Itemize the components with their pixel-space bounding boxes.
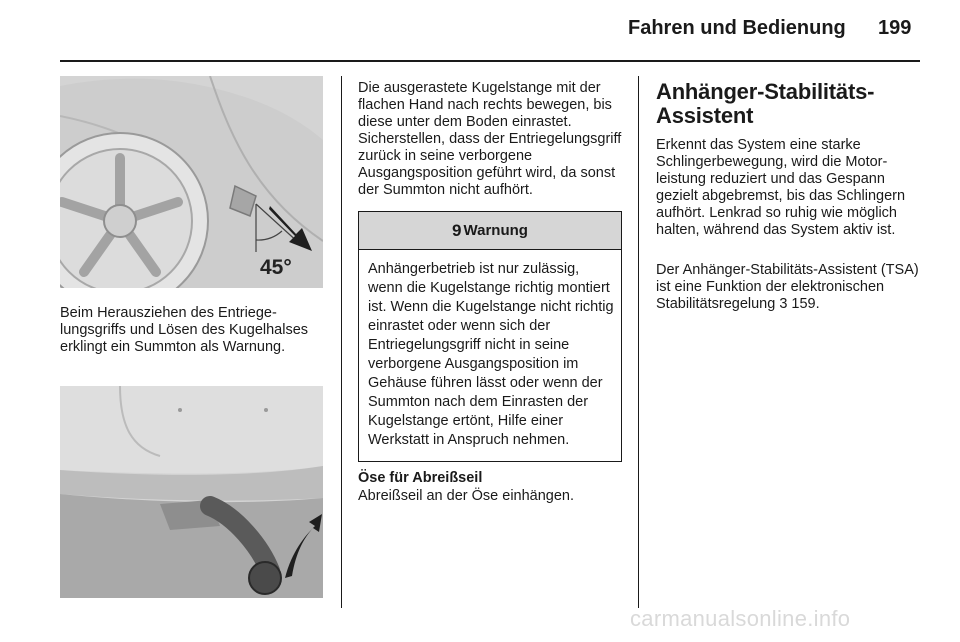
ball-bar-illustration — [60, 386, 323, 598]
column2-paragraph-2: Abreißseil an der Öse einhängen. — [358, 488, 575, 504]
column-divider — [638, 76, 639, 608]
subheading-tow-eye: Öse für Abreißseil — [358, 470, 483, 486]
section-heading-tsa: Anhänger-Stabilitäts-Assistent — [656, 79, 875, 128]
column2-paragraph-1: Die ausgerastete Kugelstange mit der flachen Hand nach rechts bewegen, bis diese unter dem Boden einrastet. Sicherstellen, dass der Entriegelungsgriff zurück in seine verborgene Ausgangsposition geführt wird, da sonst der Summton nicht aufhört. — [358, 80, 622, 198]
header-rule — [60, 60, 920, 62]
warning-text: Anhängerbetrieb ist nur zulässig, wenn die Kugelstange richtig montiert ist. Wenn die Kugelstange nicht richtig einrastet oder wenn sich der Entriegelungsgriff nicht in seine verborgene Ausgangsposition im Gehäuse führen lässt oder wenn der Summton nach dem Einrasten der Kugelstange ertönt, Hilfe einer Werkstatt in Anspruch nehmen. — [368, 261, 614, 448]
warning-header — [359, 212, 621, 250]
column1-paragraph: Beim Herausziehen des Entriegelungsgriffs und Lösen des Kugelhalses erklingt ein Summton als Warnung. — [60, 305, 309, 355]
warning-box — [358, 211, 622, 462]
column3-paragraph-2: Der Anhänger-Stabilitäts-Assistent (TSA) ist eine Funktion der elektronischen Stabilitätsregelung 3 159. — [656, 262, 919, 312]
running-header-title: Fahren und Bedienung — [628, 17, 846, 39]
warning-title: Warnung — [463, 222, 528, 239]
column3-paragraph-1: Erkennt das System eine starke Schlingerbewegung, wird die Motorleistung reduziert und das Gespann gezielt abgebremst, bis das Schlingern aufhört. Lenkrad so ruhig wie möglich halten, während das System aktiv ist. — [656, 137, 906, 238]
figure-release-handle — [60, 76, 323, 288]
figure-ball-bar — [60, 386, 323, 598]
column-divider — [341, 76, 342, 608]
page-number: 199 — [878, 17, 912, 39]
release-handle-illustration — [60, 76, 323, 288]
angle-label: 45° — [260, 256, 292, 279]
watermark: carmanualsonline.info — [630, 606, 851, 631]
warning-icon: 9 — [452, 220, 462, 240]
